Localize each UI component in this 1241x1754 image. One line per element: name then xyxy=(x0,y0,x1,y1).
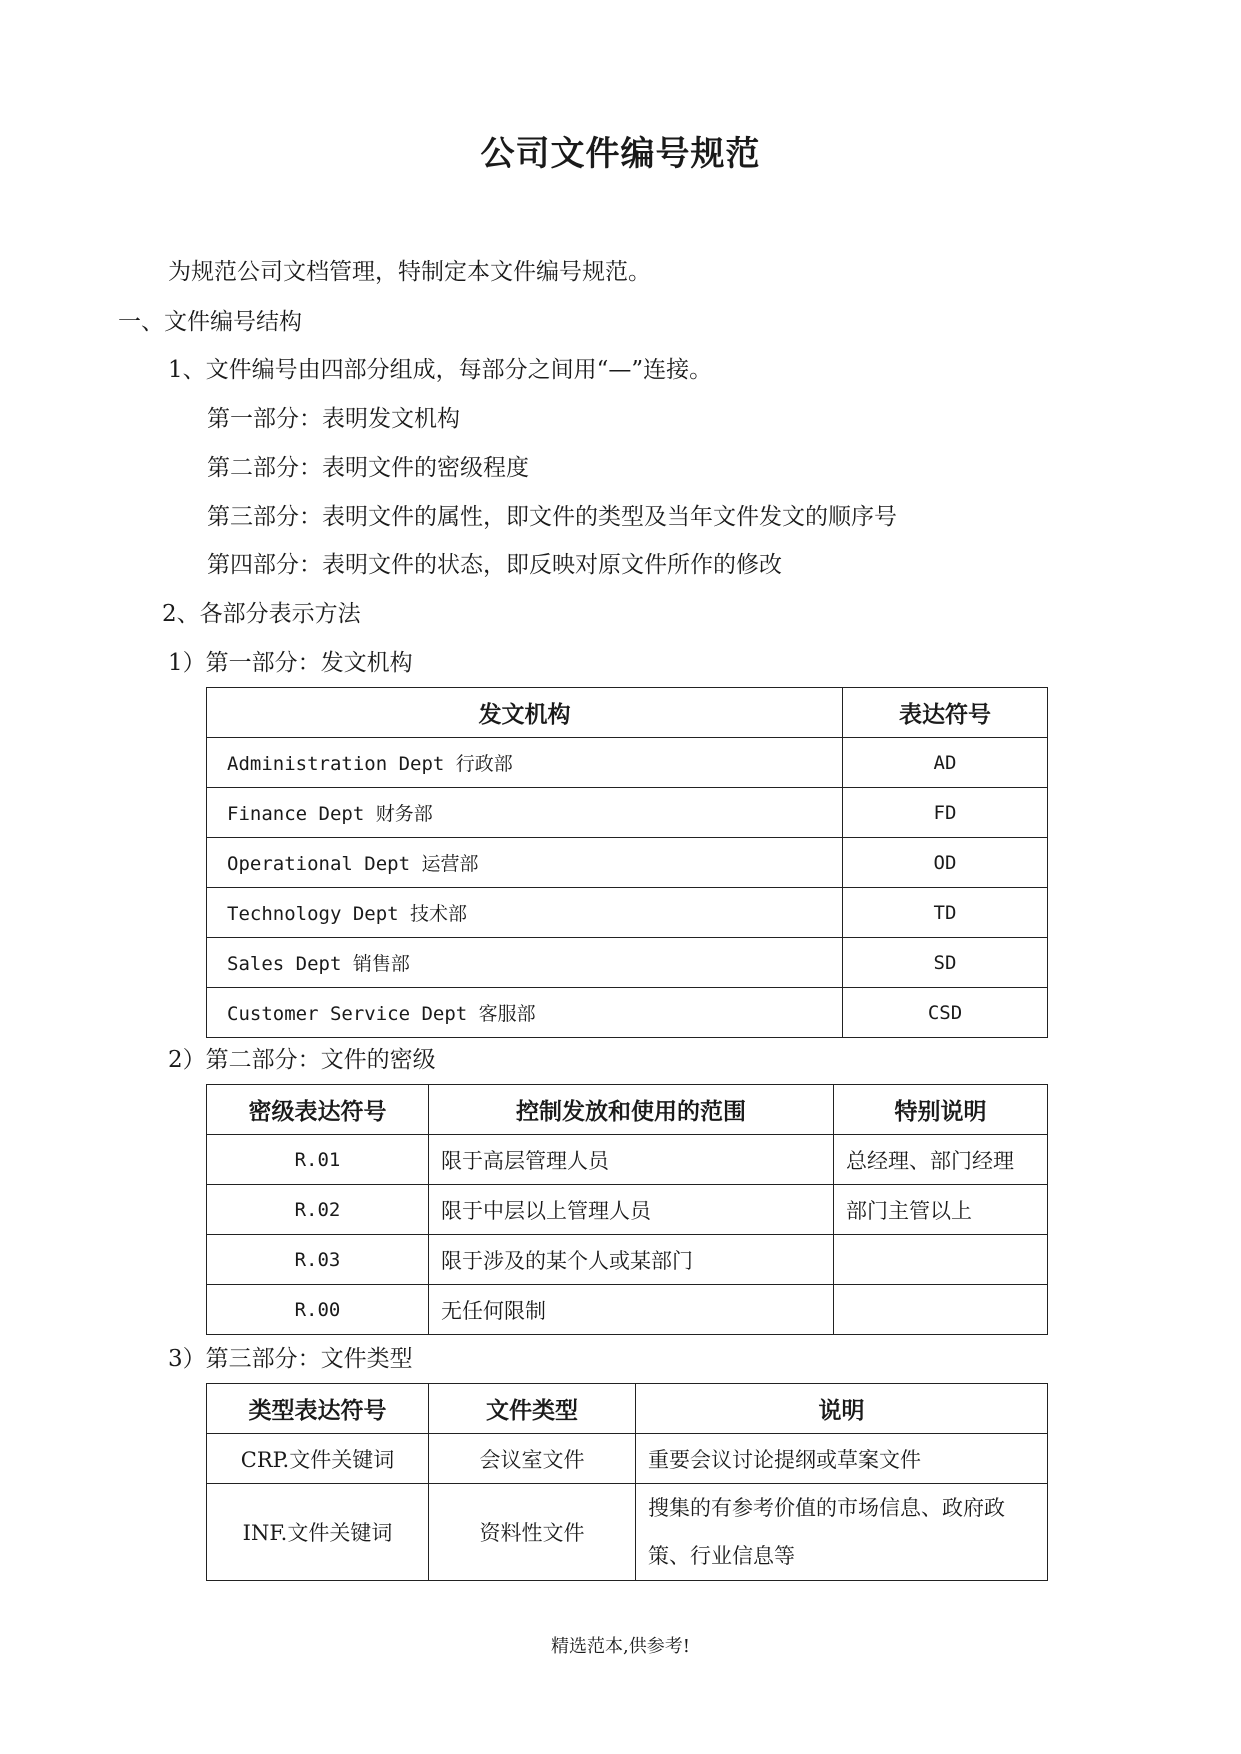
symbol-cell: AD xyxy=(843,738,1048,788)
table-row xyxy=(207,838,1048,888)
document-title: 公司文件编号规范 xyxy=(480,134,761,174)
note-cell: 总经理、部门经理 xyxy=(834,1135,1048,1185)
table-row xyxy=(207,1135,1048,1185)
subsection-heading: 2、各部分表示方法 xyxy=(162,601,361,627)
table-row xyxy=(207,738,1048,788)
table-row xyxy=(207,788,1048,838)
scope-cell: 限于高层管理人员 xyxy=(429,1135,834,1185)
table-row xyxy=(207,1285,1048,1335)
column-header: 说明 xyxy=(636,1384,1048,1434)
table-header-row xyxy=(207,1384,1048,1434)
scope-cell: 限于中层以上管理人员 xyxy=(429,1185,834,1235)
file-type-cell: 会议室文件 xyxy=(429,1434,636,1484)
column-header: 发文机构 xyxy=(207,688,843,738)
column-header: 特别说明 xyxy=(834,1085,1048,1135)
note-cell xyxy=(834,1285,1048,1335)
file-type-cell: 资料性文件 xyxy=(429,1484,636,1581)
note-cell xyxy=(834,1235,1048,1285)
part-description: 第二部分：表明文件的密级程度 xyxy=(207,455,529,481)
symbol-cell: SD xyxy=(843,938,1048,988)
column-header: 文件类型 xyxy=(429,1384,636,1434)
table-row xyxy=(207,1434,1048,1484)
part-description: 第四部分：表明文件的状态，即反映对原文件所作的修改 xyxy=(207,552,782,578)
classification-table xyxy=(206,1084,1048,1335)
table-row xyxy=(207,1185,1048,1235)
symbol-cell: OD xyxy=(843,838,1048,888)
level-cell: R.02 xyxy=(207,1185,429,1235)
description-cell: 搜集的有参考价值的市场信息、政府政策、行业信息等 xyxy=(636,1484,1048,1581)
table-row xyxy=(207,938,1048,988)
level-cell: R.03 xyxy=(207,1235,429,1285)
part-description: 第三部分：表明文件的属性，即文件的类型及当年文件发文的顺序号 xyxy=(207,504,897,530)
level-cell: R.01 xyxy=(207,1135,429,1185)
issuer-cell: Administration Dept 行政部 xyxy=(207,738,843,788)
level-cell: R.00 xyxy=(207,1285,429,1335)
table-row xyxy=(207,1235,1048,1285)
issuer-cell: Sales Dept 销售部 xyxy=(207,938,843,988)
scope-cell: 无任何限制 xyxy=(429,1285,834,1335)
column-header: 类型表达符号 xyxy=(207,1384,429,1434)
subsection-heading: 1、文件编号由四部分组成，每部分之间用“—”连接。 xyxy=(168,357,713,383)
table-header-row xyxy=(207,1085,1048,1135)
issuer-cell: Customer Service Dept 客服部 xyxy=(207,988,843,1038)
table-caption: 2）第二部分：文件的密级 xyxy=(168,1047,436,1073)
type-symbol-cell: INF.文件关键词 xyxy=(207,1484,429,1581)
type-symbol-cell: CRP.文件关键词 xyxy=(207,1434,429,1484)
page-footer: 精选范本,供参考! xyxy=(551,1636,690,1657)
issuer-cell: Operational Dept 运营部 xyxy=(207,838,843,888)
table-header-row xyxy=(207,688,1048,738)
intro-text: 为规范公司文档管理，特制定本文件编号规范。 xyxy=(168,259,651,285)
section-heading: 一、文件编号结构 xyxy=(118,309,302,335)
table-row xyxy=(207,1484,1048,1581)
table-caption: 3）第三部分：文件类型 xyxy=(168,1346,413,1372)
scope-cell: 限于涉及的某个人或某部门 xyxy=(429,1235,834,1285)
table-row xyxy=(207,888,1048,938)
issuer-cell: Technology Dept 技术部 xyxy=(207,888,843,938)
symbol-cell: TD xyxy=(843,888,1048,938)
issuer-table xyxy=(206,687,1048,1038)
description-cell: 重要会议讨论提纲或草案文件 xyxy=(636,1434,1048,1484)
issuer-cell: Finance Dept 财务部 xyxy=(207,788,843,838)
column-header: 控制发放和使用的范围 xyxy=(429,1085,834,1135)
symbol-cell: FD xyxy=(843,788,1048,838)
column-header: 密级表达符号 xyxy=(207,1085,429,1135)
file-type-table xyxy=(206,1383,1048,1581)
table-caption: 1）第一部分：发文机构 xyxy=(168,650,413,676)
table-row xyxy=(207,988,1048,1038)
column-header: 表达符号 xyxy=(843,688,1048,738)
symbol-cell: CSD xyxy=(843,988,1048,1038)
note-cell: 部门主管以上 xyxy=(834,1185,1048,1235)
part-description: 第一部分：表明发文机构 xyxy=(207,406,460,432)
